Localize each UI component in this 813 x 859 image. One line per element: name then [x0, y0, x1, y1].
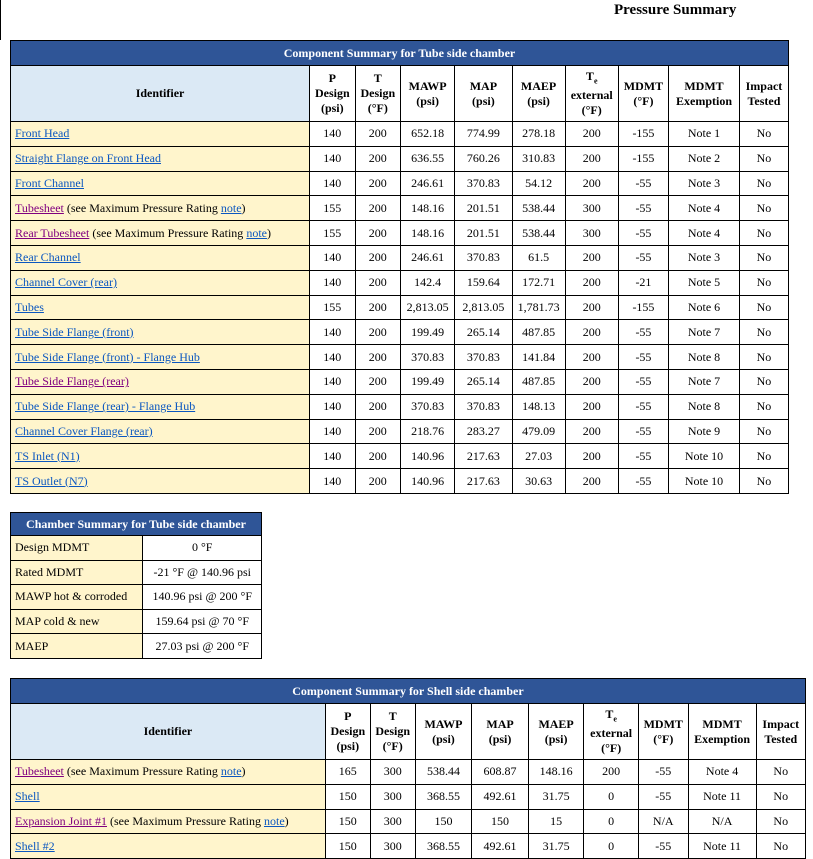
col-mawp: MAWP (psi)	[401, 66, 455, 122]
chamber-summary-row	[11, 560, 262, 585]
page-title: Pressure Summary	[614, 2, 737, 18]
table-row	[11, 760, 806, 785]
map-cell: 150	[472, 809, 529, 834]
mdmt-cell: -55	[618, 171, 668, 196]
col-mdmt: MDMT (°F)	[618, 66, 668, 122]
identifier-cell	[11, 784, 326, 809]
t-design-cell: 200	[355, 196, 401, 221]
table-row	[11, 345, 789, 370]
p-design-cell: 140	[310, 245, 356, 270]
t-design-cell: 200	[355, 146, 401, 171]
col-map: MAP (psi)	[472, 704, 529, 760]
p-design-cell: 155	[310, 295, 356, 320]
mawp-cell: 636.55	[401, 146, 455, 171]
mawp-cell: 368.55	[415, 784, 472, 809]
component-link[interactable]: Tubesheet	[15, 200, 64, 215]
identifier-cell	[11, 221, 310, 246]
te-external-cell: 200	[565, 419, 618, 444]
p-design-cell: 150	[325, 809, 370, 834]
map-cell: 159.64	[455, 270, 512, 295]
identifier-cell	[11, 345, 310, 370]
col-impact-tested: Impact Tested	[756, 704, 805, 760]
shell-side-component-table	[10, 678, 806, 859]
mdmt-exemption-cell: Note 11	[688, 834, 756, 859]
maep-cell: 141.84	[512, 345, 565, 370]
mdmt-cell: N/A	[638, 809, 688, 834]
impact-tested-cell: No	[739, 469, 788, 494]
p-design-cell: 140	[310, 469, 356, 494]
mdmt-exemption-cell: Note 10	[669, 444, 740, 469]
identifier-cell	[11, 146, 310, 171]
component-link[interactable]: Tube Side Flange (rear)	[15, 374, 129, 389]
p-design-cell: 150	[325, 834, 370, 859]
note-link[interactable]: note	[220, 200, 242, 215]
impact-tested-cell: No	[739, 146, 788, 171]
map-cell: 265.14	[455, 320, 512, 345]
table-row	[11, 394, 789, 419]
component-link[interactable]: Front Head	[15, 126, 70, 141]
p-design-cell: 140	[310, 444, 356, 469]
table-row	[11, 270, 789, 295]
impact-tested-cell: No	[739, 394, 788, 419]
table-row	[11, 196, 789, 221]
impact-tested-cell: No	[739, 345, 788, 370]
impact-tested-cell: No	[739, 444, 788, 469]
rating-note-close: )	[266, 225, 271, 240]
rating-note-text: (see Maximum Pressure Rating	[89, 225, 247, 240]
p-design-cell: 140	[310, 345, 356, 370]
table-row	[11, 245, 789, 270]
map-cell: 370.83	[455, 345, 512, 370]
rating-note-close: )	[241, 764, 246, 779]
te-external-cell: 200	[565, 295, 618, 320]
component-link[interactable]: Shell	[15, 789, 40, 804]
shell-side-header-row	[11, 704, 806, 760]
rating-note-text: (see Maximum Pressure Rating	[63, 764, 221, 779]
table-row	[11, 469, 789, 494]
map-cell: 492.61	[472, 784, 529, 809]
component-link[interactable]: TS Inlet (N1)	[15, 448, 80, 463]
table-row	[11, 834, 806, 859]
left-border-rule	[0, 0, 1, 40]
impact-tested-cell: No	[739, 171, 788, 196]
p-design-cell: 150	[325, 784, 370, 809]
map-cell: 370.83	[455, 245, 512, 270]
te-external-cell: 200	[565, 245, 618, 270]
component-link[interactable]: Rear Channel	[15, 250, 81, 265]
mdmt-cell: -155	[618, 295, 668, 320]
maep-cell: 31.75	[528, 834, 584, 859]
identifier-cell	[11, 245, 310, 270]
mdmt-exemption-cell: Note 2	[669, 146, 740, 171]
t-design-cell: 200	[355, 122, 401, 147]
te-external-cell: 200	[565, 146, 618, 171]
mawp-cell: 652.18	[401, 122, 455, 147]
mdmt-cell: -55	[618, 221, 668, 246]
maep-cell: 1,781.73	[512, 295, 565, 320]
te-external-cell: 0	[584, 809, 639, 834]
impact-tested-cell: No	[756, 760, 805, 785]
shell-side-caption: Component Summary for Shell side chamber	[11, 679, 806, 704]
chamber-label: MAP cold & new	[11, 609, 143, 634]
mdmt-cell: -55	[618, 245, 668, 270]
identifier-cell	[11, 834, 326, 859]
p-design-cell: 140	[310, 171, 356, 196]
p-design-cell: 140	[310, 146, 356, 171]
maep-cell: 148.13	[512, 394, 565, 419]
t-design-cell: 200	[355, 221, 401, 246]
component-link[interactable]: Channel Cover Flange (rear)	[15, 423, 153, 438]
col-identifier: Identifier	[11, 66, 310, 122]
p-design-cell: 140	[310, 419, 356, 444]
t-design-cell: 200	[355, 345, 401, 370]
component-link[interactable]: Expansion Joint #1	[15, 813, 107, 828]
identifier-cell	[11, 295, 310, 320]
maep-cell: 30.63	[512, 469, 565, 494]
impact-tested-cell: No	[739, 320, 788, 345]
col-t-design: T Design (°F)	[370, 704, 415, 760]
maep-cell: 172.71	[512, 270, 565, 295]
t-design-cell: 200	[355, 419, 401, 444]
table-row	[11, 122, 789, 147]
col-te-external: $T_e$ external (°F)	[584, 704, 639, 760]
te-external-cell: 200	[584, 760, 639, 785]
col-te-external: $T_e$ external (°F)	[565, 66, 618, 122]
t-design-cell: 200	[355, 295, 401, 320]
chamber-label: MAWP hot & corroded	[11, 585, 143, 610]
mdmt-cell: -55	[618, 444, 668, 469]
mdmt-exemption-cell: Note 8	[669, 394, 740, 419]
maep-cell: 310.83	[512, 146, 565, 171]
table-row	[11, 784, 806, 809]
mdmt-cell: -55	[638, 784, 688, 809]
map-cell: 201.51	[455, 196, 512, 221]
map-cell: 217.63	[455, 469, 512, 494]
map-cell: 608.87	[472, 760, 529, 785]
map-cell: 283.27	[455, 419, 512, 444]
map-cell: 2,813.05	[455, 295, 512, 320]
chamber-value: -21 °F @ 140.96 psi	[143, 560, 262, 585]
rating-note-close: )	[241, 200, 246, 215]
impact-tested-cell: No	[739, 369, 788, 394]
col-identifier: Identifier	[11, 704, 326, 760]
map-cell: 370.83	[455, 171, 512, 196]
mdmt-exemption-cell: N/A	[688, 809, 756, 834]
mdmt-exemption-cell: Note 10	[669, 469, 740, 494]
te-external-cell: 300	[565, 196, 618, 221]
p-design-cell: 140	[310, 394, 356, 419]
t-design-cell: 200	[355, 394, 401, 419]
component-link[interactable]: Tube Side Flange (rear) - Flange Hub	[15, 399, 196, 414]
mdmt-exemption-cell: Note 4	[669, 196, 740, 221]
mawp-cell: 368.55	[415, 834, 472, 859]
identifier-cell	[11, 760, 326, 785]
col-mdmt-exemption: MDMT Exemption	[669, 66, 740, 122]
impact-tested-cell: No	[739, 122, 788, 147]
impact-tested-cell: No	[739, 221, 788, 246]
mawp-cell: 199.49	[401, 369, 455, 394]
mdmt-exemption-cell: Note 7	[669, 320, 740, 345]
col-maep: MAEP (psi)	[528, 704, 584, 760]
mdmt-cell: -55	[618, 320, 668, 345]
identifier-cell	[11, 469, 310, 494]
mawp-cell: 150	[415, 809, 472, 834]
maep-cell: 538.44	[512, 196, 565, 221]
t-design-cell: 300	[370, 834, 415, 859]
component-link[interactable]: Tubesheet	[15, 764, 64, 779]
mdmt-cell: -21	[618, 270, 668, 295]
rating-note-close: )	[284, 813, 289, 828]
col-map: MAP (psi)	[455, 66, 512, 122]
maep-cell: 538.44	[512, 221, 565, 246]
tube-side-component-table	[10, 40, 789, 494]
identifier-cell	[11, 196, 310, 221]
mawp-cell: 218.76	[401, 419, 455, 444]
chamber-summary-row	[11, 609, 262, 634]
chamber-summary-caption: Chamber Summary for Tube side chamber	[11, 513, 262, 536]
mdmt-cell: -55	[618, 419, 668, 444]
chamber-value: 159.64 psi @ 70 °F	[143, 609, 262, 634]
te-external-cell: 200	[565, 345, 618, 370]
p-design-cell: 140	[310, 320, 356, 345]
impact-tested-cell: No	[756, 834, 805, 859]
mdmt-exemption-cell: Note 11	[688, 784, 756, 809]
mdmt-cell: -55	[618, 369, 668, 394]
t-design-cell: 200	[355, 444, 401, 469]
maep-cell: 31.75	[528, 784, 584, 809]
mdmt-cell: -55	[618, 469, 668, 494]
t-design-cell: 200	[355, 320, 401, 345]
table-row	[11, 809, 806, 834]
mawp-cell: 246.61	[401, 245, 455, 270]
chamber-value: 27.03 psi @ 200 °F	[143, 634, 262, 659]
mawp-cell: 140.96	[401, 444, 455, 469]
te-external-cell: 200	[565, 171, 618, 196]
maep-cell: 148.16	[528, 760, 584, 785]
map-cell: 265.14	[455, 369, 512, 394]
note-link[interactable]: note	[246, 225, 267, 240]
t-design-cell: 200	[355, 245, 401, 270]
t-design-cell: 300	[370, 760, 415, 785]
impact-tested-cell: No	[756, 809, 805, 834]
tube-side-caption: Component Summary for Tube side chamber	[11, 41, 789, 66]
map-cell: 370.83	[455, 394, 512, 419]
mawp-cell: 140.96	[401, 469, 455, 494]
col-mawp: MAWP (psi)	[415, 704, 472, 760]
maep-cell: 487.85	[512, 369, 565, 394]
col-impact-tested: Impact Tested	[739, 66, 788, 122]
mdmt-exemption-cell: Note 9	[669, 419, 740, 444]
col-p-design: P Design (psi)	[325, 704, 370, 760]
identifier-cell	[11, 122, 310, 147]
component-link[interactable]: TS Outlet (N7)	[15, 473, 88, 488]
te-external-cell: 200	[565, 270, 618, 295]
mawp-cell: 142.4	[401, 270, 455, 295]
mdmt-cell: -55	[618, 196, 668, 221]
mawp-cell: 148.16	[401, 196, 455, 221]
impact-tested-cell: No	[756, 784, 805, 809]
chamber-label: Design MDMT	[11, 536, 143, 561]
map-cell: 217.63	[455, 444, 512, 469]
t-design-cell: 200	[355, 171, 401, 196]
p-design-cell: 155	[310, 196, 356, 221]
maep-cell: 15	[528, 809, 584, 834]
maep-cell: 479.09	[512, 419, 565, 444]
identifier-cell	[11, 444, 310, 469]
mdmt-exemption-cell: Note 7	[669, 369, 740, 394]
t-design-cell: 200	[355, 469, 401, 494]
t-design-cell: 300	[370, 809, 415, 834]
mdmt-cell: -155	[618, 146, 668, 171]
note-link[interactable]: note	[263, 813, 285, 828]
maep-cell: 61.5	[512, 245, 565, 270]
col-p-design: P Design (psi)	[310, 66, 356, 122]
te-external-cell: 0	[584, 784, 639, 809]
impact-tested-cell: No	[739, 270, 788, 295]
component-link[interactable]: Front Channel	[15, 175, 84, 190]
mdmt-exemption-cell: Note 8	[669, 345, 740, 370]
map-cell: 492.61	[472, 834, 529, 859]
mawp-cell: 538.44	[415, 760, 472, 785]
note-link[interactable]: note	[220, 764, 242, 779]
te-external-cell: 300	[565, 221, 618, 246]
p-design-cell: 165	[325, 760, 370, 785]
t-design-cell: 200	[355, 369, 401, 394]
chamber-summary-row	[11, 536, 262, 561]
component-link[interactable]: Shell #2	[15, 838, 55, 853]
mawp-cell: 2,813.05	[401, 295, 455, 320]
p-design-cell: 140	[310, 122, 356, 147]
identifier-cell	[11, 320, 310, 345]
te-external-cell: 200	[565, 394, 618, 419]
identifier-cell	[11, 394, 310, 419]
chamber-value: 0 °F	[143, 536, 262, 561]
identifier-cell	[11, 171, 310, 196]
maep-cell: 487.85	[512, 320, 565, 345]
te-external-cell: 0	[584, 834, 639, 859]
mdmt-exemption-cell: Note 3	[669, 171, 740, 196]
mdmt-exemption-cell: Note 1	[669, 122, 740, 147]
p-design-cell: 140	[310, 270, 356, 295]
table-row	[11, 419, 789, 444]
col-mdmt: MDMT (°F)	[638, 704, 688, 760]
mdmt-cell: -55	[638, 760, 688, 785]
chamber-summary-row	[11, 585, 262, 610]
te-external-cell: 200	[565, 122, 618, 147]
p-design-cell: 155	[310, 221, 356, 246]
maep-cell: 27.03	[512, 444, 565, 469]
chamber-summary-row	[11, 634, 262, 659]
mawp-cell: 370.83	[401, 394, 455, 419]
tube-side-header-row	[11, 66, 789, 122]
rating-note-text: (see Maximum Pressure Rating	[107, 813, 264, 828]
mawp-cell: 199.49	[401, 320, 455, 345]
table-row	[11, 320, 789, 345]
maep-cell: 54.12	[512, 171, 565, 196]
component-link[interactable]: Rear Tubesheet	[15, 225, 90, 240]
map-cell: 760.26	[455, 146, 512, 171]
mdmt-exemption-cell: Note 4	[688, 760, 756, 785]
identifier-cell	[11, 270, 310, 295]
impact-tested-cell: No	[739, 419, 788, 444]
te-external-cell: 200	[565, 444, 618, 469]
table-row	[11, 221, 789, 246]
table-row	[11, 295, 789, 320]
table-row	[11, 444, 789, 469]
chamber-value: 140.96 psi @ 200 °F	[143, 585, 262, 610]
rating-note-text: (see Maximum Pressure Rating	[63, 200, 221, 215]
impact-tested-cell: No	[739, 295, 788, 320]
t-design-cell: 300	[370, 784, 415, 809]
identifier-cell	[11, 419, 310, 444]
table-row	[11, 171, 789, 196]
map-cell: 774.99	[455, 122, 512, 147]
component-link[interactable]: Tubes	[15, 299, 44, 314]
table-row	[11, 369, 789, 394]
identifier-cell	[11, 809, 326, 834]
component-link[interactable]: Channel Cover (rear)	[15, 275, 117, 290]
mawp-cell: 148.16	[401, 221, 455, 246]
mdmt-exemption-cell: Note 6	[669, 295, 740, 320]
te-external-cell: 200	[565, 320, 618, 345]
t-design-cell: 200	[355, 270, 401, 295]
col-mdmt-exemption: MDMT Exemption	[688, 704, 756, 760]
table-row	[11, 146, 789, 171]
chamber-label: MAEP	[11, 634, 143, 659]
p-design-cell: 140	[310, 369, 356, 394]
col-t-design: T Design (°F)	[355, 66, 401, 122]
impact-tested-cell: No	[739, 245, 788, 270]
mdmt-exemption-cell: Note 4	[669, 221, 740, 246]
col-maep: MAEP (psi)	[512, 66, 565, 122]
mdmt-cell: -55	[618, 345, 668, 370]
te-external-cell: 200	[565, 469, 618, 494]
mdmt-exemption-cell: Note 3	[669, 245, 740, 270]
maep-cell: 278.18	[512, 122, 565, 147]
map-cell: 201.51	[455, 221, 512, 246]
component-link[interactable]: Tube Side Flange (front) - Flange Hub	[15, 349, 200, 364]
mdmt-cell: -55	[638, 834, 688, 859]
identifier-cell	[11, 369, 310, 394]
mdmt-cell: -55	[618, 394, 668, 419]
impact-tested-cell: No	[739, 196, 788, 221]
chamber-summary-table	[10, 512, 262, 659]
mawp-cell: 370.83	[401, 345, 455, 370]
mdmt-cell: -155	[618, 122, 668, 147]
component-link[interactable]: Tube Side Flange (front)	[15, 324, 134, 339]
mdmt-exemption-cell: Note 5	[669, 270, 740, 295]
chamber-label: Rated MDMT	[11, 560, 143, 585]
te-external-cell: 200	[565, 369, 618, 394]
mawp-cell: 246.61	[401, 171, 455, 196]
component-link[interactable]: Straight Flange on Front Head	[15, 151, 161, 166]
